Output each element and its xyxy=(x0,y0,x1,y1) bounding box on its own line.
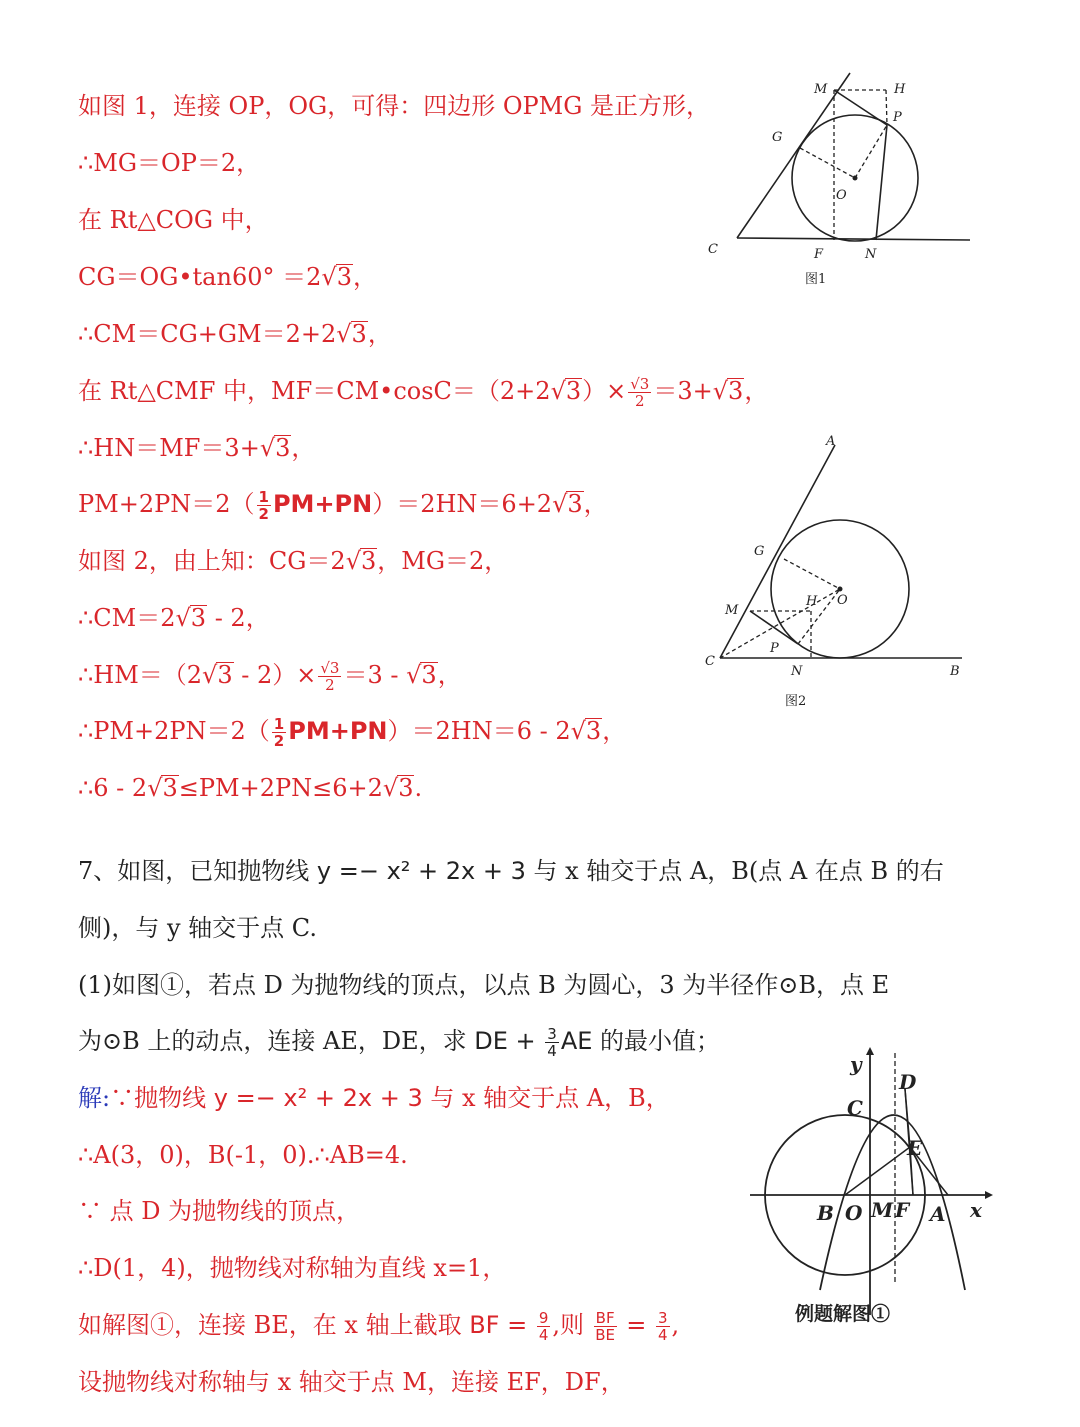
label-M: M xyxy=(871,1198,894,1222)
text-line-12: ∴PM+2PN＝2（ $\frac{1}{2}$ PM+PN）＝2HN＝6 - 2√3， xyxy=(78,714,627,750)
fraction: $\frac{3}{4}$ xyxy=(547,1024,557,1060)
fraction: $\frac{1}{2}$ xyxy=(258,487,269,523)
text-line-10: ∴CM＝2√3 - 2， xyxy=(78,604,270,632)
label-B: B xyxy=(817,1201,834,1225)
label-A: A xyxy=(826,434,836,449)
label-G: G xyxy=(754,544,765,559)
figure-2 xyxy=(700,425,975,715)
label-N: N xyxy=(791,664,803,679)
line-GO xyxy=(784,559,840,589)
fraction: $\frac{3}{4}$ xyxy=(657,1308,668,1344)
label-M: M xyxy=(814,82,828,97)
label-F: F xyxy=(895,1198,910,1222)
fraction: $\frac{9}{4}$ xyxy=(538,1308,549,1344)
label-x: x xyxy=(970,1198,982,1222)
text-line-2: ∴MG＝OP＝2， xyxy=(78,149,261,177)
problem7-line-1: 7、如图，已知抛物线 y =− x² + 2x + 3 与 x 轴交于点 A，B(点 A 在点 B 的右 xyxy=(78,857,944,885)
label-N: N xyxy=(865,247,877,262)
text-line-6: 在 Rt△CMF 中，MF＝CM•cosC＝（2+2√3）× $\frac{√3}{2}$ ＝3+√3， xyxy=(78,374,769,410)
label-E: E xyxy=(907,1136,923,1160)
line-MP xyxy=(750,611,798,644)
solution-line-6: 设抛物线对称轴与 x 轴交于点 M，连接 EF，DF， xyxy=(78,1368,625,1396)
fraction: $\frac{√3}{2}$ xyxy=(630,374,650,410)
problem7-line-4: 为⊙B 上的动点，连接 AE，DE，求 DE + $\frac{3}{4}$ AE 的最小值； xyxy=(78,1024,721,1060)
label-P: P xyxy=(893,110,902,125)
label-C: C xyxy=(705,654,715,669)
figure-1-caption: 图1 xyxy=(805,272,827,287)
text-line-1: 如图 1，连接 OP，OG，可得：四边形 OPMG 是正方形， xyxy=(78,92,711,120)
line-HP xyxy=(886,90,887,125)
label-O: O xyxy=(845,1201,863,1225)
text-line-5: ∴CM＝CG+GM＝2+2√3， xyxy=(78,320,392,348)
text-line-4: CG＝OG•tan60° ＝2√3， xyxy=(78,263,377,291)
label-G: G xyxy=(772,130,783,145)
text-line-7: ∴HN＝MF＝3+√3， xyxy=(78,434,316,462)
solution-line-5: 如解图①，连接 BE，在 x 轴上截取 BF = $\frac{9}{4}$ ,则 $\frac{BF}{BE}$ = $\frac{3}{4}$ , xyxy=(78,1308,680,1344)
center-dot xyxy=(838,587,843,592)
figure-3-caption: 例题解图① xyxy=(795,1303,891,1325)
text-line-8: PM+2PN＝2（ $\frac{1}{2}$ PM+PN）＝2HN＝6+2√3， xyxy=(78,487,608,523)
fraction: $\frac{BF}{BE}$ xyxy=(595,1308,616,1344)
line-CM xyxy=(737,73,850,238)
line-CA xyxy=(720,445,835,658)
solution-line-3: ∵ 点 D 为抛物线的顶点， xyxy=(78,1197,361,1225)
line-BE xyxy=(845,1147,910,1195)
y-axis-arrow xyxy=(866,1047,874,1055)
fraction: $\frac{1}{2}$ xyxy=(273,714,285,750)
figure-1 xyxy=(700,65,985,295)
label-C: C xyxy=(708,242,718,257)
label-y: y xyxy=(850,1052,862,1076)
figure-2-caption: 图2 xyxy=(785,694,807,709)
text-line-11: ∴HM＝（2√3 - 2）× $\frac{√3}{2}$ ＝3 - √3， xyxy=(78,658,462,694)
label-H: H xyxy=(894,82,906,97)
text-line-13: ∴6 - 2√3≤PM+2PN≤6+2√3. xyxy=(78,774,423,802)
problem7-line-3: (1)如图①，若点 D 为抛物线的顶点，以点 B 为圆心，3 为半径作⊙B，点 E xyxy=(78,971,890,999)
label-M: M xyxy=(725,603,739,618)
solution-line-1: 解:∵抛物线 y =− x² + 2x + 3 与 x 轴交于点 A，B， xyxy=(78,1084,670,1112)
solution-line-4: ∴D(1，4)，抛物线对称轴为直线 x=1， xyxy=(78,1254,507,1282)
fraction: $\frac{√3}{2}$ xyxy=(320,658,340,694)
line-MP xyxy=(834,90,887,125)
figure-3 xyxy=(745,1045,995,1335)
line-GO xyxy=(800,148,855,178)
label-O: O xyxy=(837,593,848,608)
label-P: P xyxy=(770,641,779,656)
center-dot xyxy=(853,176,858,181)
line-CB xyxy=(737,238,970,240)
label-A: A xyxy=(930,1202,946,1226)
text-line-3: 在 Rt△COG 中， xyxy=(78,206,269,234)
x-axis-arrow xyxy=(985,1191,993,1199)
line-PN xyxy=(876,125,887,240)
label-O: O xyxy=(836,188,847,203)
text-line-9: 如图 2，由上知：CG＝2√3，MG＝2， xyxy=(78,547,509,575)
label-C: C xyxy=(847,1096,863,1120)
label-F: F xyxy=(814,247,824,262)
problem7-line-2: 侧)，与 y 轴交于点 C. xyxy=(78,914,317,942)
line-PO xyxy=(798,589,840,644)
label-H: H xyxy=(806,594,818,609)
label-B: B xyxy=(950,664,960,679)
solution-line-2: ∴A(3，0)，B(-1，0).∴AB=4. xyxy=(78,1141,408,1169)
label-D: D xyxy=(899,1070,917,1094)
